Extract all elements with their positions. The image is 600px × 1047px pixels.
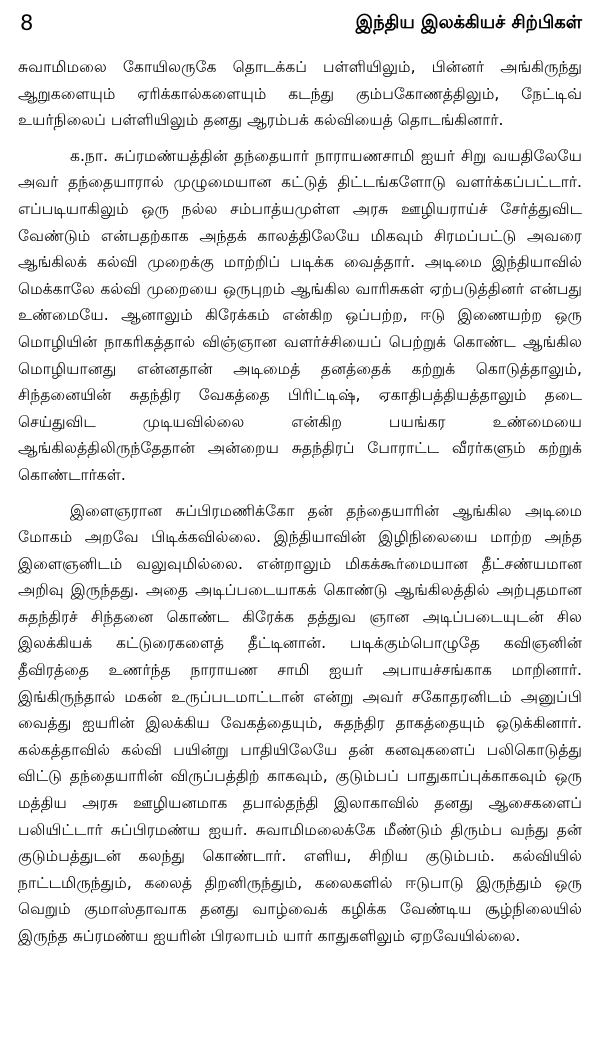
page-header — [18, 10, 582, 40]
body-text — [18, 54, 582, 950]
paragraph-subramanya: இளைஞரான சுப்பிரமணிக்கோ தன் தந்தையாரின் ஆங்கில அடிமை மோகம் அறவே பிடிக்கவில்லை. இந்தியாவின் இழிநிலையை மாற்ற அந்த இளைஞனிடம் வலுவுமில்லை. என்றாலும் மிகக்கூர்மையான தீட்சண்யமான அறிவு இருந்தது. அதை அடிப்படையாகக் கொண்டு ஆங்கிலத்தில் அற்புதமான சுதந்திரச் சிந்தனை கொண்ட கிரேக்க தத்துவ ஞான அடிப்படையுடன் சில இலக்கியக் கட்டுரைகளைத் தீட்டினான். படிக்கும்பொழுதே கவிஞனின் தீவிரத்தை உணர்ந்த நாராயண சாமி ஐயர் அபாயச்சங்காக மாறினார். இங்கிருந்தால் மகன் உருப்படமாட்டான் என்று அவர் சகோதரனிடம் அனுப்பி வைத்து ஐயரின் இலக்கிய வேகத்தையும், சுதந்திர தாகத்தையும் ஒடுக்கினார். கல்கத்தாவில் கல்வி பயின்று பாதியிலேயே தன் கனவுகளைப் பலிகொடுத்து விட்டு தந்தையாரின் விருப்பத்திற் காகவும், குடும்பப் பாதுகாப்புக்காகவும் ஒரு மத்திய அரசு ஊழியனமாக தபால்தந்தி இலாகாவில் தனது ஆசைகளைப் பலியிட்டார் சுப்பிரமண்ய ஐயர். சுவாமிமலைக்கே மீண்டும் திரும்ப வந்து தன் குடும்பத்துடன் கலந்து கொண்டார். எளிய, சிறிய குடும்பம். கல்வியில் நாட்டமிருந்தும், கலைத் திறனிருந்தும், கலைகளில் ஈடுபாடு இருந்தும் ஒரு வெறும் குமாஸ்தாவாக தனது வாழ்வைக் கழிக்க வேண்டிய சூழ்நிலையில் இருந்த சுப்ரமண்ய ஐயரின் பிரலாபம் யார் காதுகளிலும் ஏறவேயில்லை. — [18, 501, 582, 945]
running-title: இந்திய இலக்கியச் சிற்பிகள் — [355, 12, 582, 33]
paragraph-father: க.நா. சுப்ரமண்யத்தின் தந்தையார் நாராயணசாமி ஐயர் சிறு வயதிலேயே அவர் தந்தையாரால் முழுமையான கட்டுத் திட்டங்களோடு வளர்க்கப்பட்டார். எப்படியாகிலும் ஒரு நல்ல சம்பாத்யமுள்ள அரசு ஊழியராய்ச் சேர்த்துவிட வேண்டும் என்பதற்காக அந்தக் காலத்திலேயே மிகவும் சிரமப்பட்டு அவரை ஆங்கிலக் கல்வி முறைக்கு மாற்றிப் படிக்க வைத்தார். அடிமை இந்தியாவில் மெக்காலே கல்வி முறையை ஒருபுறம் ஆங்கில வாரிசுகள் ஏற்படுத்தினர் என்பது உண்மையே. ஆனாலும் கிரேக்கம் என்கிற ஒப்பற்ற, ஈடு இணையற்ற ஒரு மொழியின் நாகரிகத்தால் விஞ்ஞான வளர்ச்சியைப் பெற்றுக் கொண்ட ஆங்கில மொழியானது என்னதான் அடிமைத் தனத்தைக் கற்றுக் கொடுத்தாலும், சிந்தனையின் சுதந்திர வேகத்தை பிரிட்டிஷ், ஏகாதிபத்தியத்தாலும் தடை செய்துவிட முடியவில்லை என்கிற பயங்கர உண்மையை ஆங்கிலத்திலிருந்தேதான் அன்றைய சுதந்திரப் போராட்ட வீரர்களும் கற்றுக் கொண்டார்கள். — [18, 146, 582, 484]
paragraph-continuation: சுவாமிமலை கோயிலருகே தொடக்கப் பள்ளியிலும், பின்னர் அங்கிருந்து ஆறுகளையும் ஏரிக்கால்களையும் கடந்து கும்பகோணத்திலும், நேட்டிவ் உயர்நிலைப் பள்ளியிலும் தனது ஆரம்பக் கல்வியைத் தொடங்கினார். — [18, 58, 582, 130]
page-number: 8 — [20, 11, 34, 35]
